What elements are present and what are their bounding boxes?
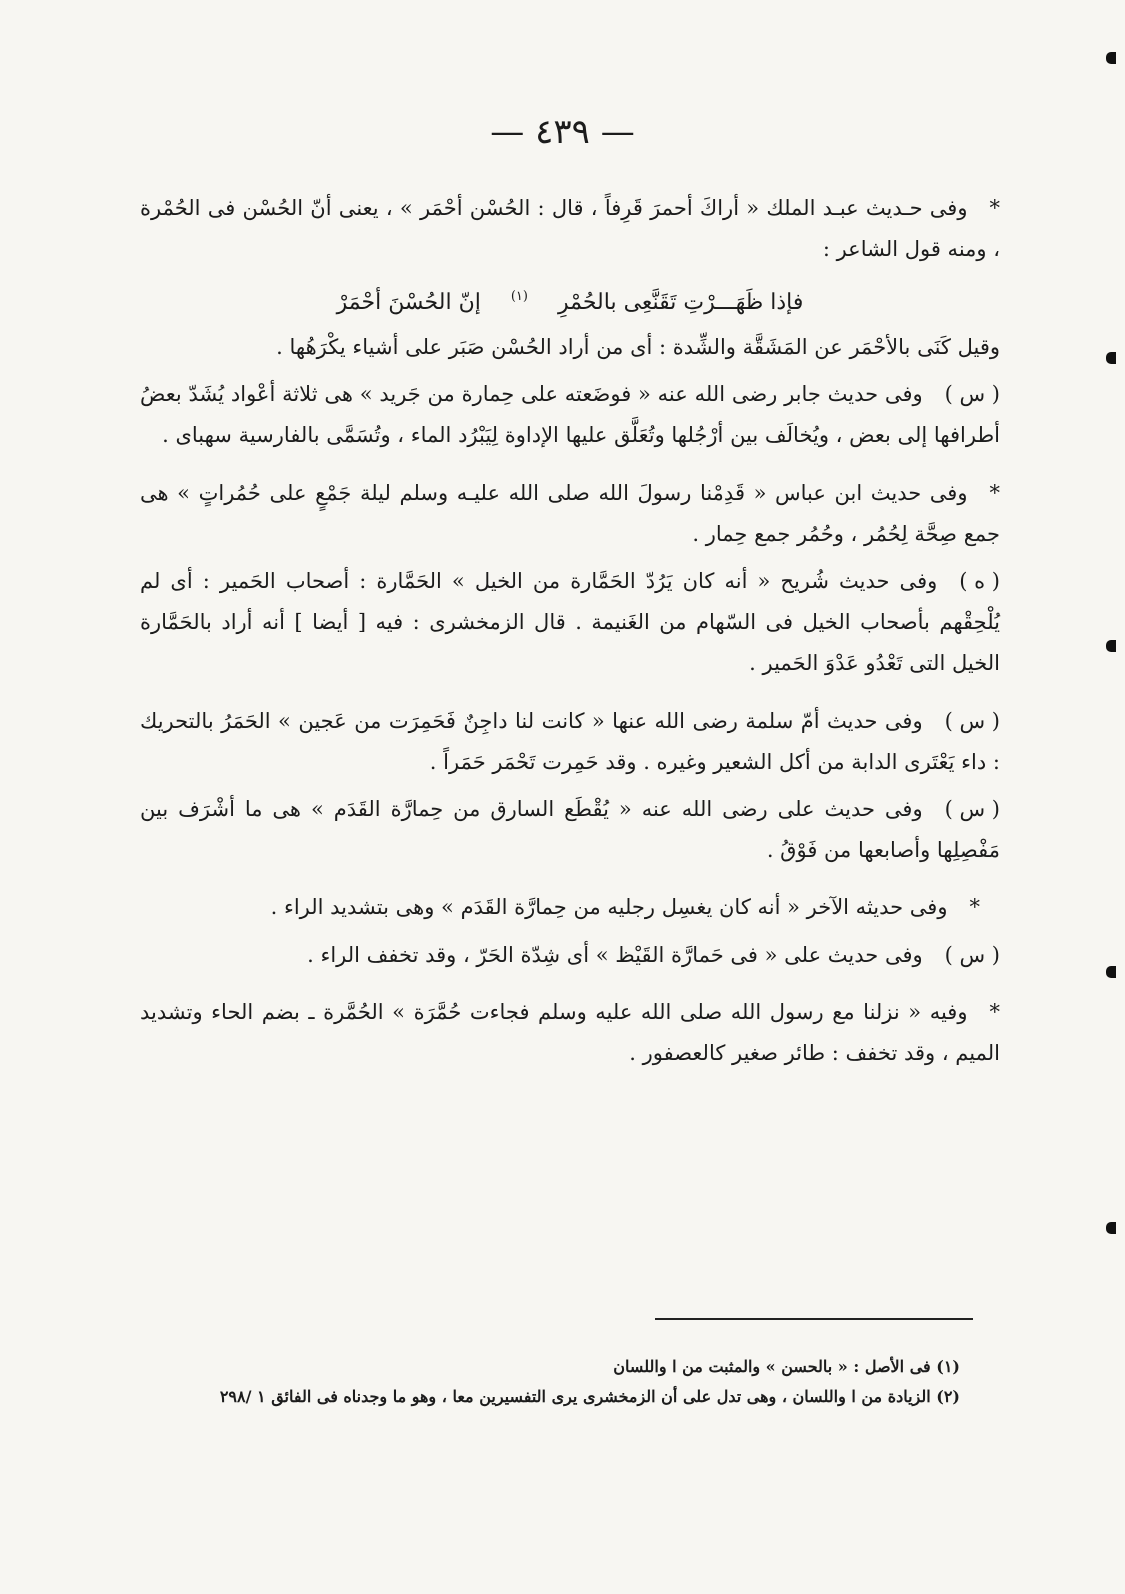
entry-text: وفى حديث على رضى الله عنه « يُقْطَع السارق من حِمارَّة القَدَم » هى ما أشْرَف بين مَفْصِلِها وأصابعها من فَوْقُ . <box>140 796 1000 863</box>
entry-marker: ( س ) <box>944 942 1000 967</box>
entry-text: وفيه « نزلنا مع رسول الله صلى الله عليه وسلم فجاءت حُمَّرَة » الحُمَّرة ـ بضم الحاء وتشديد الميم ، وقد تخفف : طائر صغير كالعصفور . <box>140 999 1000 1065</box>
footnote-ref-1: (١) <box>510 289 528 305</box>
page-number: — ٤٣٩ — <box>490 112 635 152</box>
entry-marker: ( س ) <box>944 708 1000 733</box>
entry-ali-wash <box>140 887 1000 928</box>
scan-edge-mark <box>1106 640 1116 652</box>
entry-text: وفى حـديث عبـد الملك « أراكَ أحمرَ قَرِفاً ، قال : الحُسْن أحْمَر » ، يعنى أنّ الحُسْن فى الحُمْرة ، ومنه قول الشاعر : <box>140 196 1000 262</box>
entry-text: وفى حديث ابن عباس « قَدِمْنا رسولَ الله صلى الله عليـه وسلم ليلة جَمْعٍ على حُمُراتٍ » هى جمع صِحَّة لِحُمُر ، وحُمُر جمع حِمار . <box>140 480 1000 546</box>
footnote-1: (١) فى الأصل : « بالحسن » والمثبت من ا واللسان <box>613 1357 960 1376</box>
entry-ali-heat <box>140 935 1000 976</box>
scan-edge-mark <box>1106 1222 1116 1234</box>
entry-text: وفى حديث أمّ سلمة رضى الله عنها « كانت لنا داجِنٌ فَحَمِرَت من عَجين » الحَمَرُ بالتحريك : داء يَعْتَرى الدابة من أكل الشعير وغيره . وقد حَمِرت تَحْمَر حَمَراً . <box>140 708 1000 774</box>
entry-abdulmalik <box>140 188 1000 270</box>
entry-text: وقيل كَنَى بالأحْمَر عن المَشَقَّة والشِّدة : أى من أراد الحُسْن صَبَر على أشياء يكْرَهُها . <box>276 334 1000 359</box>
entry-marker: * <box>989 196 1000 220</box>
entry-text: وفى حديثه الآخر « أنه كان يغسِل رجليه من حِمارَّة القَدَم » وهى بتشديد الراء . <box>270 895 948 920</box>
footnote-separator <box>655 1318 973 1320</box>
entry-text: وفى حديث جابر رضى الله عنه « فوضَعته على حِمارة من جَريد » هى ثلاثة أعْواد يُشَدّ بعضُ أطرافها إلى بعض ، ويُخالَف بين أرْجُلها وتُعَلَّق عليها الإداوة لِيَبْرُد الماء ، وتُسَمَّى بالفارسية سهباى . <box>140 382 1000 448</box>
entry-marker: * <box>989 999 1000 1024</box>
entry-kinaya <box>140 327 1000 368</box>
entry-jabir <box>140 374 1000 456</box>
entry-bird <box>140 992 1000 1074</box>
entry-marker: ( س ) <box>944 796 1000 821</box>
verse-second-hemistich: إنّ الحُسْنَ أحْمَرْ <box>336 289 481 315</box>
entry-ali-foot <box>140 789 1000 871</box>
scan-edge-mark <box>1106 966 1116 978</box>
scan-edge-mark <box>1106 52 1116 64</box>
entry-text: وفى حديث شُريح « أنه كان يَرُدّ الحَمَّارة من الخيل » الحَمَّارة : أصحاب الحَمير : أى لم يُلْحِقْهم بأصحاب الخيل فى السّهام من الغَنيمة . قال الزمخشرى : فيه [ أيضا ] أنه أراد بالحَمَّارة الخيل التى تَعْدُو عَدْوَ الحَمير . <box>140 568 1000 676</box>
entry-marker: * <box>969 895 980 920</box>
footnotes <box>140 1352 960 1412</box>
poem-verse <box>140 276 1000 323</box>
main-text <box>140 188 1000 1080</box>
entry-marker: * <box>989 480 1000 505</box>
footnote-2: (٢) الزيادة من ا واللسان ، وهى تدل على أن الزمخشرى يرى التفسيرين معا ، وهو ما وجدناه فى الفائق ١ /٢٩٨ <box>219 1387 960 1406</box>
entry-text: وفى حديث على « فى حَمارَّة القَيْظ » أى شِدّة الحَرّ ، وقد تخفف الراء . <box>307 942 923 967</box>
entry-shurayh <box>140 561 1000 685</box>
entry-ibn-abbas <box>140 473 1000 555</box>
entry-umm-salama <box>140 701 1000 783</box>
entry-marker: ( ه ) <box>959 568 1000 593</box>
verse-first-hemistich: فإذا ظَهَـــرْتِ تَقَنَّعِى بالحُمْرِ <box>557 289 804 315</box>
entry-marker: ( س ) <box>944 382 1000 407</box>
scan-edge-mark <box>1106 352 1116 364</box>
